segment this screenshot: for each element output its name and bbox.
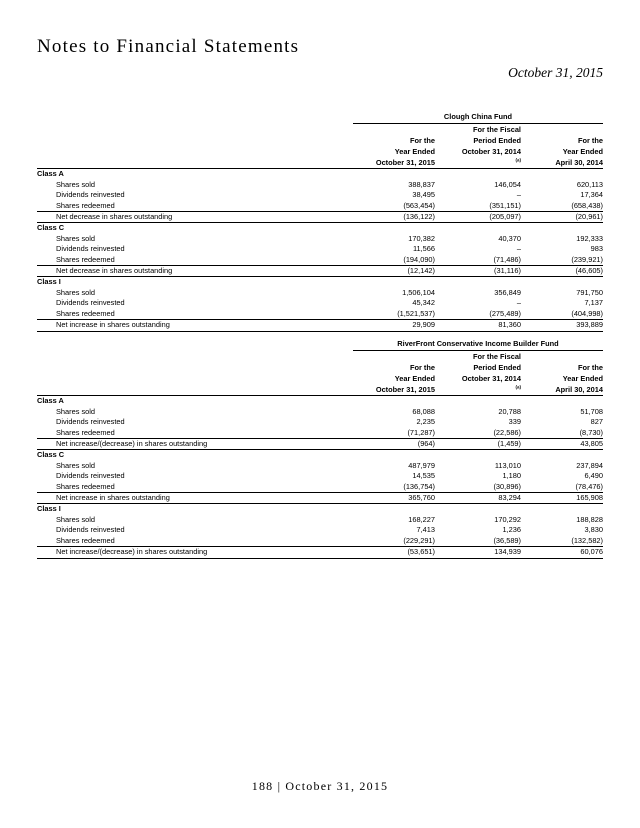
total-value: (964) — [353, 439, 435, 450]
row-label: Shares redeemed — [37, 482, 353, 493]
cell-value: 188,828 — [576, 514, 603, 524]
cell-value: 51,708 — [580, 406, 603, 416]
row-label: Shares sold — [56, 233, 96, 243]
table-row — [37, 482, 603, 493]
total-value: 83,294 — [435, 493, 521, 504]
cell-value: 237,894 — [576, 460, 603, 470]
column-header-row — [37, 351, 603, 396]
total-row — [37, 439, 603, 450]
total-value: 365,760 — [353, 493, 435, 504]
table-row — [37, 417, 603, 427]
table-row — [37, 298, 603, 308]
row-label: Shares sold — [56, 179, 96, 189]
cell-value: (1,521,537) — [353, 309, 435, 320]
cell-value: 14,535 — [412, 471, 435, 481]
total-label: Net increase/(decrease) in shares outstanding — [37, 439, 353, 450]
cell-value: 11,566 — [412, 244, 435, 254]
cell-value: (136,754) — [353, 482, 435, 493]
class-name: Class A — [37, 169, 64, 179]
cell-value: – — [516, 190, 521, 200]
cell-value: 7,413 — [416, 525, 435, 535]
class-header-row — [37, 504, 603, 515]
total-label: Net increase/(decrease) in shares outstanding — [37, 547, 353, 558]
cell-value: (239,921) — [521, 255, 603, 266]
total-value: (20,961) — [521, 212, 603, 223]
column-header: For the Year Ended October 31, 2015 — [353, 351, 435, 396]
row-label: Shares redeemed — [37, 428, 353, 439]
total-value: 81,360 — [435, 320, 521, 331]
column-header: For the Year Ended April 30, 2014 — [521, 351, 603, 396]
cell-value: 1,236 — [502, 525, 521, 535]
cell-value: 388,837 — [408, 179, 435, 189]
total-value: (1,459) — [435, 439, 521, 450]
class-header-row — [37, 450, 603, 461]
class-header-row — [37, 223, 603, 234]
class-name: Class C — [37, 450, 65, 460]
cell-value: 339 — [508, 417, 521, 427]
total-row — [37, 266, 603, 277]
riverfront-fund-table — [37, 339, 603, 559]
cell-value: 3,830 — [584, 525, 603, 535]
column-header: For the Fiscal Period Ended October 31, 2014 $^{(a)}$ — [435, 351, 521, 396]
total-value: (12,142) — [353, 266, 435, 277]
cell-value: 113,010 — [494, 460, 521, 470]
clough-china-fund-table — [37, 112, 603, 332]
table-row — [37, 536, 603, 547]
table-row — [37, 515, 603, 525]
table-row — [37, 180, 603, 190]
fund-name: RiverFront Conservative Income Builder Fund — [353, 339, 603, 351]
total-row — [37, 547, 603, 558]
row-label: Shares sold — [56, 460, 96, 470]
class-name: Class I — [37, 504, 61, 514]
total-value: (53,651) — [353, 547, 435, 558]
total-value: (136,122) — [353, 212, 435, 223]
cell-value: (36,589) — [435, 536, 521, 547]
table-row — [37, 244, 603, 254]
cell-value: (71,486) — [435, 255, 521, 266]
total-value: (46,605) — [521, 266, 603, 277]
total-label: Net decrease in shares outstanding — [37, 212, 353, 223]
total-row — [37, 493, 603, 504]
table-row — [37, 255, 603, 266]
cell-value: 620,113 — [576, 179, 603, 189]
row-label: Dividends reinvested — [56, 190, 125, 200]
table-row — [37, 428, 603, 439]
row-label: Shares sold — [56, 287, 96, 297]
cell-value: (30,896) — [435, 482, 521, 493]
cell-value: 791,750 — [576, 287, 603, 297]
class-name: Class C — [37, 223, 65, 233]
table-row — [37, 309, 603, 320]
row-label: Shares redeemed — [37, 309, 353, 320]
cell-value: 168,227 — [408, 514, 435, 524]
row-label: Shares sold — [56, 514, 96, 524]
cell-value: (351,151) — [435, 201, 521, 212]
total-value: 134,939 — [435, 547, 521, 558]
page-title: Notes to Financial Statements — [37, 36, 300, 57]
row-label: Shares redeemed — [37, 255, 353, 266]
cell-value: (8,730) — [521, 428, 603, 439]
cell-value: 356,849 — [494, 287, 521, 297]
total-value: (31,116) — [435, 266, 521, 277]
report-date: October 31, 2015 — [508, 65, 603, 80]
cell-value: (78,476) — [521, 482, 603, 493]
cell-value: (22,586) — [435, 428, 521, 439]
row-label: Dividends reinvested — [56, 298, 125, 308]
cell-value: (229,291) — [353, 536, 435, 547]
row-label: Dividends reinvested — [56, 244, 125, 254]
total-label: Net increase in shares outstanding — [37, 493, 353, 504]
cell-value: 1,506,104 — [402, 287, 435, 297]
row-label: Shares redeemed — [37, 201, 353, 212]
class-header-row — [37, 396, 603, 407]
class-name: Class A — [37, 396, 64, 406]
row-label: Dividends reinvested — [56, 417, 125, 427]
cell-value: 68,088 — [412, 406, 435, 416]
cell-value: 170,382 — [408, 233, 435, 243]
total-value: 165,908 — [521, 493, 603, 504]
total-value: 393,889 — [521, 320, 603, 331]
cell-value: – — [516, 298, 521, 308]
cell-value: 1,180 — [502, 471, 521, 481]
cell-value: 45,342 — [412, 298, 435, 308]
total-label: Net decrease in shares outstanding — [37, 266, 353, 277]
total-value: 60,076 — [521, 547, 603, 558]
cell-value: (71,287) — [353, 428, 435, 439]
table-row — [37, 190, 603, 200]
table-row — [37, 461, 603, 471]
table-row — [37, 525, 603, 535]
cell-value: 192,333 — [576, 233, 603, 243]
cell-value: 7,137 — [584, 298, 603, 308]
total-value: 29,909 — [353, 320, 435, 331]
class-name: Class I — [37, 277, 61, 287]
cell-value: 6,490 — [584, 471, 603, 481]
cell-value: (404,998) — [521, 309, 603, 320]
column-header: For the Year Ended April 30, 2014 — [521, 124, 603, 169]
cell-value: 20,788 — [498, 406, 521, 416]
cell-value: 146,054 — [494, 179, 521, 189]
cell-value: 2,235 — [416, 417, 435, 427]
page-footer: 188 | October 31, 2015 — [251, 779, 389, 793]
table-row — [37, 471, 603, 481]
column-header: For the Fiscal Period Ended October 31, 2014 $^{(a)}$ — [435, 124, 521, 169]
table-row — [37, 201, 603, 212]
column-header-row — [37, 124, 603, 169]
cell-value: – — [516, 244, 521, 254]
row-label: Shares redeemed — [37, 536, 353, 547]
cell-value: 40,370 — [498, 233, 521, 243]
table-row — [37, 234, 603, 244]
cell-value: 17,364 — [580, 190, 603, 200]
cell-value: 487,979 — [408, 460, 435, 470]
row-label: Dividends reinvested — [56, 525, 125, 535]
cell-value: 38,495 — [412, 190, 435, 200]
cell-value: 827 — [590, 417, 603, 427]
cell-value: 170,292 — [494, 514, 521, 524]
row-label: Shares sold — [56, 406, 96, 416]
cell-value: (275,489) — [435, 309, 521, 320]
class-header-row — [37, 169, 603, 180]
cell-value: (563,454) — [353, 201, 435, 212]
row-label: Dividends reinvested — [56, 471, 125, 481]
total-value: (205,097) — [435, 212, 521, 223]
total-row — [37, 212, 603, 223]
class-header-row — [37, 277, 603, 288]
cell-value: (132,582) — [521, 536, 603, 547]
table-row — [37, 288, 603, 298]
total-label: Net increase in shares outstanding — [37, 320, 353, 331]
table-row — [37, 407, 603, 417]
total-row — [37, 320, 603, 331]
fund-name: Clough China Fund — [353, 112, 603, 124]
cell-value: (194,090) — [353, 255, 435, 266]
total-value: 43,805 — [521, 439, 603, 450]
column-header: For the Year Ended October 31, 2015 — [353, 124, 435, 169]
cell-value: 983 — [590, 244, 603, 254]
cell-value: (658,438) — [521, 201, 603, 212]
